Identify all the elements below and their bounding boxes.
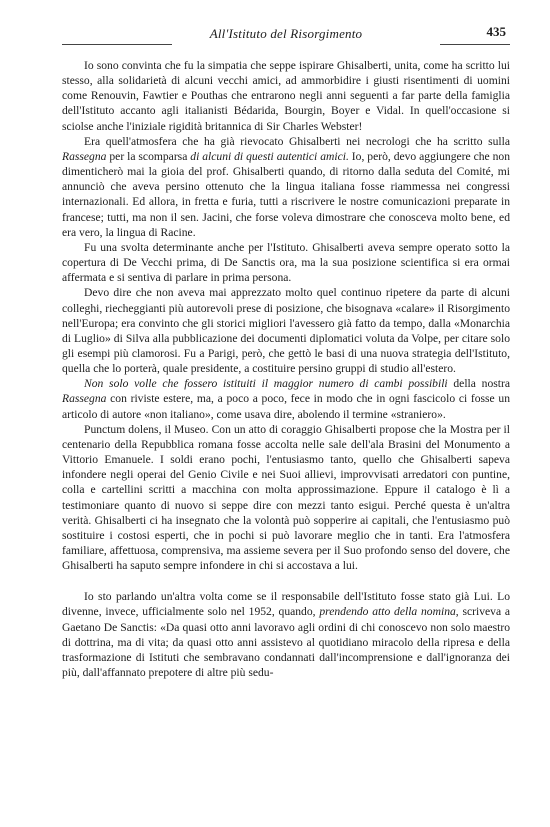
section-gap [62,573,510,589]
italic-text: prendendo atto della nomina [319,605,456,619]
text-run: Io, però, devo aggiungere che non dimenticherò mai la gioia del prof. Ghisalberti quando, di ritorno dalla seduta del Comité, mi annunciò che aveva persino ottenuto che la lingua italiana fosse riammessa nei congressi internazionali. Ed allora, in fretta e furia, tutti a riscrivere le nostre comunicazioni preparate in francese; tutti, ma non il sen. Jacini, che forse voleva dimostrare che conosceva molto bene, ed era vero, la lingua di Racine. [62,149,510,239]
text-run: Devo dire che non aveva mai apprezzato molto quel continuo ripetere da parte di alcuni colleghi, riecheggianti più autorevoli prese di posizione, che bisognava «calare» il Risorgimento nell'Europa; era convinto che gli storici migliori l'avessero già fatto da tempo, dalla «Monarchia di Luglio» di Silva alla pubblicazione dei documenti diplomatici voluta da Volpe, per citare solo gli esempi più clamorosi. Fu a Parigi, però, che gettò le basi di una nuova strategia dell'Istituto, quella che lo porterà, quale presidente, a costituire persino gruppi di studio all'estero. [62,286,510,376]
text-run: Punctum dolens, il Museo. Con un atto di coraggio Ghisalberti propose che la Mostra per il centenario della Repubblica romana fosse accolta nelle sale dell'ala Brasini del Monumento a Vittorio Emanuele. I soldi erano pochi, l'entusiasmo tanto, quello che Ghisalberti sapeva infondere negli operai del Genio Civile e nei Suoi allievi, improvvisati arredatori con puntine, colla e cartellini scritti a macchina con molta approssimazione. Eppure il catalogo è lì a testimoniare quanto di nuovo si seppe dire con mezzi tanto esigui. Perché questa è un'altra verità. Ghisalberti ci ha insegnato che la volontà può sopperire ai capitali, che l'entusiasmo può sostituire i costosi esperti, che in pochi si può lavorare meglio che in tanti. Era l'atmosfera familiare, affettuosa, comprensiva, ma assieme severa per il Suo profondo senso del dovere, che Ghisalberti ha saputo sempre infondere in chi si accostava a lui. [62,422,510,573]
paragraph [62,240,510,285]
italic-text: di alcuni di questi autentici amici. [190,149,349,163]
running-title: All'Istituto del Risorgimento [209,26,363,41]
text-run: Fu una svolta determinante anche per l'Istituto. Ghisalberti aveva sempre operato sotto la copertura di De Vecchi prima, di De Sanctis ora, ma la sua posizione scientifica si era ormai affermata e si sentiva di parlare in prima persona. [62,240,510,285]
text-run: Io sto parlando un'altra volta come se il responsabile dell'Istituto fosse stato già Lui. Lo divenne, invece, ufficialmente solo nel 1952, quando, [62,590,510,619]
text-run: con riviste estere, ma, a poco a poco, fece in modo che in ogni fascicolo ci fosse un articolo di autore «non italiano», come usava dire, abolendo il termine «straniero». [62,392,510,421]
text-run: per la scomparsa [106,149,191,163]
running-header [62,20,510,42]
header-rule-right [440,44,510,45]
text-run: Io sono convinta che fu la simpatia che seppe ispirare Ghisalberti, unita, come ha scritto lui stesso, alla solidarietà di alcuni vecchi amici, ad ammorbidire i giusti risentimenti di uomini come Renouvin, Fawtier e Pouthas che entrarono negli anni seguenti a far parte della famiglia dell'Istituto accanto agli italianisti Bédarida, Bourgin, Boyer e Vidal. In quell'occasione si sciolse anche l'iniziale rigidità britannica di Sir Charles Webster! [62,59,510,133]
page-number: 435 [486,24,506,39]
paragraph [62,285,510,376]
paragraph [62,422,510,574]
text-run: della nostra [447,377,510,391]
paragraph [62,376,510,421]
text-run: , scriveva a Gaetano De Sanctis: «Da quasi otto anni lavoravo agli ordini di chi conoscevo non solo maestro di dottrina, ma di vita; da quasi otto anni assistevo al quotidiano miracolo della ripresa e della trasformazione di Istituti che sembravano condannati dall'incomprensione e dall'ignoranza dei più, dall'affannato prepotere di altre più sedu- [62,605,511,680]
italic-text: Rassegna [62,149,107,163]
body-text [62,58,510,680]
italic-text: Rassegna [62,392,107,406]
paragraph [62,58,510,134]
header-rule-left [62,44,172,45]
paragraph [62,589,510,680]
italic-text: Non solo volle che fossero istituiti il maggior numero di cambi possibili [84,377,448,391]
text-run: Era quell'atmosfera che ha già rievocato Ghisalberti nei necrologi che ha scritto sulla [84,134,510,148]
paragraph [62,134,510,240]
